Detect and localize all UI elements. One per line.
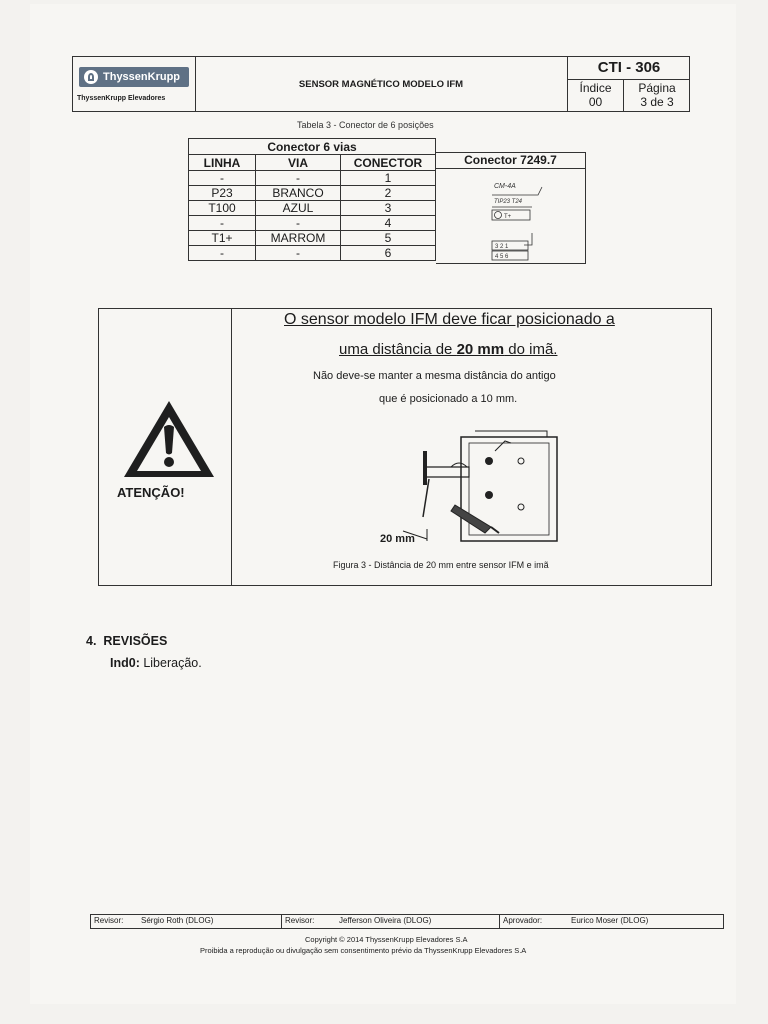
page-cell bbox=[624, 79, 690, 111]
logo-emblem-icon bbox=[84, 70, 98, 84]
document-title: SENSOR MAGNÉTICO MODELO IFM bbox=[298, 78, 464, 90]
column-header-via: VIA bbox=[256, 155, 341, 171]
company-name: ThyssenKrupp Elevadores bbox=[77, 95, 166, 102]
revision-entry bbox=[110, 656, 202, 670]
revision-description: Liberação. bbox=[139, 656, 202, 670]
index-value: 00 bbox=[588, 95, 603, 109]
section-number: 4. bbox=[86, 634, 97, 648]
attention-label: ATENÇÃO! bbox=[117, 485, 185, 500]
table-cell: - bbox=[256, 171, 341, 186]
copyright-text: Copyright © 2014 ThyssenKrupp Elevadores S.A bbox=[305, 935, 468, 944]
connector-7249-panel bbox=[436, 152, 586, 264]
document-code-cell bbox=[567, 57, 690, 111]
footer-divider bbox=[281, 915, 282, 928]
logo-text: ThyssenKrupp bbox=[103, 71, 181, 83]
attention-box bbox=[98, 308, 712, 586]
table-cell: T1+ bbox=[189, 231, 256, 246]
page-value: 3 de 3 bbox=[640, 95, 674, 109]
table-cell: T100 bbox=[189, 201, 256, 216]
table-cell: 4 bbox=[341, 216, 436, 231]
connector-7249-header: Conector 7249.7 bbox=[436, 153, 585, 169]
footer-divider bbox=[499, 915, 500, 928]
note-line-2: que é posicionado a 10 mm. bbox=[379, 393, 518, 405]
approver-label: Aprovador: bbox=[503, 916, 543, 925]
revisor-2-name: Jefferson Oliveira (DLOG) bbox=[339, 916, 432, 925]
figure-caption: Figura 3 - Distância de 20 mm entre sensor IFM e imã bbox=[333, 560, 549, 570]
table-caption: Tabela 3 - Conector de 6 posições bbox=[297, 120, 434, 130]
connector-label-1: CM-4A bbox=[494, 183, 516, 190]
connector-label-2: TIP23 T24 bbox=[494, 199, 523, 205]
page-label: Página bbox=[638, 81, 676, 95]
table-row bbox=[189, 231, 436, 246]
connector-pinout-drawing bbox=[436, 169, 585, 263]
index-label: Índice bbox=[579, 81, 612, 95]
company-logo bbox=[79, 67, 189, 87]
instruction-text: uma distância de bbox=[339, 341, 457, 358]
instruction-line-2 bbox=[339, 341, 557, 358]
instruction-text: do imã. bbox=[504, 341, 558, 358]
instruction-distance: 20 mm bbox=[456, 341, 505, 358]
table-cell: - bbox=[189, 216, 256, 231]
revision-index: Ind0: bbox=[110, 656, 140, 670]
approver-name: Eurico Moser (DLOG) bbox=[571, 916, 649, 925]
column-header-linha: LINHA bbox=[189, 155, 256, 171]
table-row bbox=[189, 201, 436, 216]
section-title: REVISÕES bbox=[103, 634, 168, 648]
connector-label-5: 4 5 6 bbox=[495, 254, 509, 260]
revisor-1-label: Revisor: bbox=[94, 916, 124, 925]
table-row bbox=[189, 216, 436, 231]
note-line-1: Não deve-se manter a mesma distância do antigo bbox=[313, 370, 556, 382]
document-code: CTI - 306 bbox=[568, 57, 690, 80]
document-header bbox=[72, 56, 690, 112]
sensor-installation-figure bbox=[399, 421, 579, 545]
revisions-heading bbox=[86, 634, 167, 648]
warning-triangle-icon bbox=[121, 397, 217, 481]
table-group-header: Conector 6 vias bbox=[189, 139, 436, 155]
instruction-line-1: O sensor modelo IFM deve ficar posicionado a bbox=[284, 311, 615, 328]
table-row bbox=[189, 186, 436, 201]
table-cell: - bbox=[256, 246, 341, 261]
table-cell: 3 bbox=[341, 201, 436, 216]
revisor-2-label: Revisor: bbox=[285, 916, 315, 925]
table-cell: 5 bbox=[341, 231, 436, 246]
table-cell: AZUL bbox=[256, 201, 341, 216]
column-header-conector: CONECTOR bbox=[341, 155, 436, 171]
index-cell bbox=[568, 79, 624, 111]
table-cell: MARROM bbox=[256, 231, 341, 246]
table-cell: 6 bbox=[341, 246, 436, 261]
connector-label-4: 3 2 1 bbox=[495, 244, 509, 250]
table-row bbox=[189, 171, 436, 186]
connector-label-3: T+ bbox=[504, 214, 512, 220]
dimension-label: 20 mm bbox=[380, 533, 415, 545]
table-cell: BRANCO bbox=[256, 186, 341, 201]
table-row bbox=[189, 246, 436, 261]
revisor-1-name: Sérgio Roth (DLOG) bbox=[141, 916, 214, 925]
connector-table bbox=[188, 138, 436, 261]
table-cell: - bbox=[189, 246, 256, 261]
approval-footer bbox=[90, 914, 724, 929]
logo-cell bbox=[73, 57, 196, 111]
table-cell: 2 bbox=[341, 186, 436, 201]
prohibition-text: Proibida a reprodução ou divulgação sem consentimento prévio da ThyssenKrupp Elevadores S.A bbox=[200, 946, 527, 955]
table-cell: 1 bbox=[341, 171, 436, 186]
table-cell: - bbox=[189, 171, 256, 186]
warning-cell bbox=[99, 309, 232, 585]
table-cell: - bbox=[256, 216, 341, 231]
table-cell: P23 bbox=[189, 186, 256, 201]
